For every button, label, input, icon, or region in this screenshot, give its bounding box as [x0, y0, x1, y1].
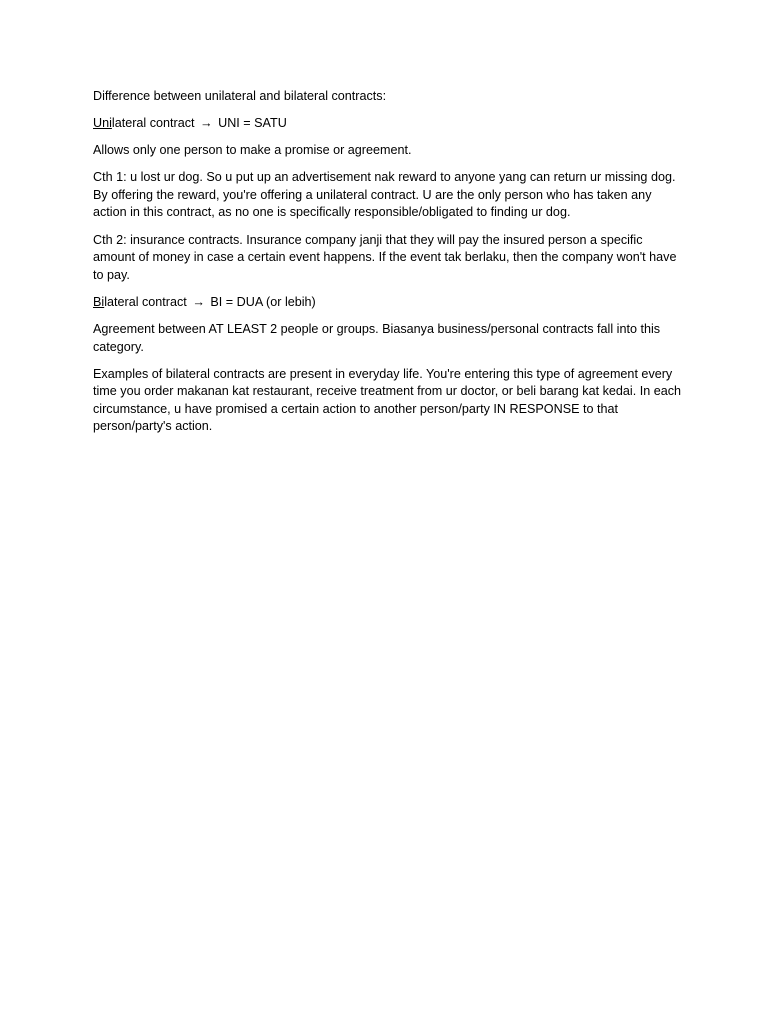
bilateral-definition: Agreement between AT LEAST 2 people or groups. Biasanya business/personal contracts fall into this category. — [93, 321, 661, 354]
bilateral-examples-paragraph: Examples of bilateral contracts are present in everyday life. You're entering this type of agreement every time you order makanan kat restaurant, receive treatment from ur doctor, or beli barang kat kedai. In each circumstance, u have promised a certain action to another person/party IN RESPONSE to that person/party's action. — [93, 366, 682, 434]
unilateral-title — [93, 115, 683, 133]
arrow-icon: → — [192, 294, 205, 309]
example-2-paragraph: Cth 2: insurance contracts. Insurance company janji that they will pay the insured person a specific amount of money in case a certain event happens. If the event tak berlaku, then the company won't have to pay. — [93, 232, 677, 282]
unilateral-underlined-prefix: Uni — [93, 116, 112, 131]
unilateral-equation: UNI = SATU — [218, 116, 287, 131]
bilateral-title-rest: lateral contract — [104, 294, 187, 309]
arrow-icon: → — [200, 116, 213, 131]
bilateral-underlined-prefix: Bi — [93, 294, 105, 309]
unilateral-title-rest: lateral contract — [111, 116, 195, 131]
unilateral-definition: Allows only one person to make a promise or agreement. — [93, 143, 412, 158]
example-1-paragraph: Cth 1: u lost ur dog. So u put up an advertisement nak reward to anyone yang can return ur missing dog. By offering the reward, you're offering a unilateral contract. U are the only person who has taken any action in this contract, as no one is specifically responsible/obligated to finding ur dog. — [93, 170, 676, 220]
document-page — [93, 88, 683, 446]
bilateral-title — [93, 294, 683, 312]
document-heading: Difference between unilateral and bilateral contracts: — [93, 89, 387, 103]
bilateral-equation: BI = DUA (or lebih) — [210, 294, 316, 309]
